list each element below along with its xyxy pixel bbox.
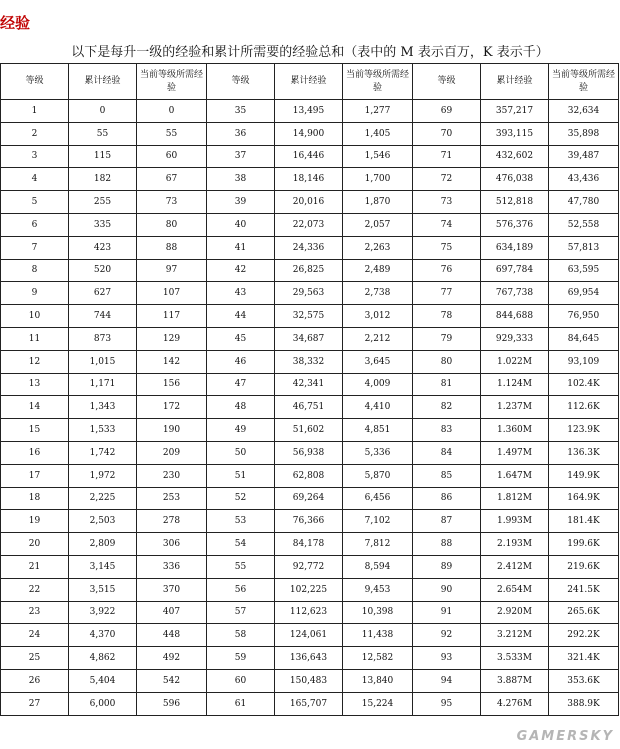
table-cell: 46: [207, 350, 275, 373]
table-cell: 91: [413, 601, 481, 624]
table-cell: 3,145: [69, 555, 137, 578]
table-row: [1, 168, 619, 191]
section-heading: 经验: [0, 14, 31, 32]
table-cell: 492: [137, 647, 207, 670]
table-cell: 73: [137, 191, 207, 214]
table-cell: 929,333: [481, 327, 549, 350]
table-cell: 97: [137, 259, 207, 282]
table-cell: 1: [1, 100, 69, 123]
table-cell: 12,582: [343, 647, 413, 670]
table-cell: 60: [137, 145, 207, 168]
table-cell: 10,398: [343, 601, 413, 624]
table-row: [1, 396, 619, 419]
table-cell: 767,738: [481, 282, 549, 305]
table-cell: 32,634: [549, 100, 619, 123]
table-cell: 596: [137, 692, 207, 715]
table-cell: 3,922: [69, 601, 137, 624]
table-cell: 24: [1, 624, 69, 647]
table-cell: 6,456: [343, 487, 413, 510]
column-header: 当前等级所需经验: [549, 64, 619, 100]
table-cell: 49: [207, 419, 275, 442]
table-cell: 1,972: [69, 464, 137, 487]
table-cell: 634,189: [481, 236, 549, 259]
column-header: 当前等级所需经验: [343, 64, 413, 100]
experience-table: [0, 63, 619, 716]
table-cell: 230: [137, 464, 207, 487]
table-row: [1, 282, 619, 305]
table-cell: 3,515: [69, 578, 137, 601]
table-cell: 47,780: [549, 191, 619, 214]
table-cell: 1.124M: [481, 373, 549, 396]
table-cell: 15: [1, 419, 69, 442]
table-cell: 0: [69, 100, 137, 123]
table-cell: 2.193M: [481, 533, 549, 556]
table-cell: 321.4K: [549, 647, 619, 670]
table-cell: 74: [413, 213, 481, 236]
table-cell: 90: [413, 578, 481, 601]
table-cell: 86: [413, 487, 481, 510]
table-cell: 5,870: [343, 464, 413, 487]
table-cell: 57: [207, 601, 275, 624]
table-row: [1, 647, 619, 670]
table-cell: 82: [413, 396, 481, 419]
table-row: [1, 213, 619, 236]
table-cell: 50: [207, 441, 275, 464]
table-cell: 22,073: [275, 213, 343, 236]
table-cell: 69,954: [549, 282, 619, 305]
table-cell: 181.4K: [549, 510, 619, 533]
table-cell: 87: [413, 510, 481, 533]
table-cell: 370: [137, 578, 207, 601]
table-cell: 2,057: [343, 213, 413, 236]
table-cell: 71: [413, 145, 481, 168]
table-cell: 627: [69, 282, 137, 305]
table-cell: 219.6K: [549, 555, 619, 578]
table-cell: 92: [413, 624, 481, 647]
table-cell: 199.6K: [549, 533, 619, 556]
table-cell: 149.9K: [549, 464, 619, 487]
table-cell: 112.6K: [549, 396, 619, 419]
table-cell: 102.4K: [549, 373, 619, 396]
table-cell: 3.887M: [481, 669, 549, 692]
table-cell: 123.9K: [549, 419, 619, 442]
table-cell: 35: [207, 100, 275, 123]
table-row: [1, 441, 619, 464]
table-row: [1, 191, 619, 214]
table-cell: 79: [413, 327, 481, 350]
table-cell: 265.6K: [549, 601, 619, 624]
table-cell: 20: [1, 533, 69, 556]
table-cell: 13,495: [275, 100, 343, 123]
table-cell: 115: [69, 145, 137, 168]
table-cell: 164.9K: [549, 487, 619, 510]
table-cell: 38: [207, 168, 275, 191]
table-cell: 7,812: [343, 533, 413, 556]
table-cell: 36: [207, 122, 275, 145]
table-cell: 172: [137, 396, 207, 419]
table-cell: 9,453: [343, 578, 413, 601]
table-cell: 77: [413, 282, 481, 305]
table-cell: 4,009: [343, 373, 413, 396]
table-cell: 353.6K: [549, 669, 619, 692]
table-cell: 129: [137, 327, 207, 350]
table-cell: 21: [1, 555, 69, 578]
table-cell: 190: [137, 419, 207, 442]
column-header: 累计经验: [275, 64, 343, 100]
table-cell: 5,336: [343, 441, 413, 464]
table-cell: 4,370: [69, 624, 137, 647]
table-cell: 15,224: [343, 692, 413, 715]
table-cell: 476,038: [481, 168, 549, 191]
table-cell: 76,950: [549, 305, 619, 328]
table-cell: 3.212M: [481, 624, 549, 647]
table-cell: 18: [1, 487, 69, 510]
table-cell: 83: [413, 419, 481, 442]
table-cell: 58: [207, 624, 275, 647]
table-cell: 182: [69, 168, 137, 191]
table-cell: 2.654M: [481, 578, 549, 601]
table-row: [1, 145, 619, 168]
table-cell: 14: [1, 396, 69, 419]
table-cell: 69: [413, 100, 481, 123]
column-header: 当前等级所需经验: [137, 64, 207, 100]
table-cell: 7: [1, 236, 69, 259]
table-cell: 52,558: [549, 213, 619, 236]
table-cell: 57,813: [549, 236, 619, 259]
table-cell: 12: [1, 350, 69, 373]
table-cell: 107: [137, 282, 207, 305]
table-cell: 85: [413, 464, 481, 487]
table-cell: 18,146: [275, 168, 343, 191]
table-row: [1, 350, 619, 373]
table-cell: 844,688: [481, 305, 549, 328]
table-cell: 1,742: [69, 441, 137, 464]
table-cell: 27: [1, 692, 69, 715]
table-cell: 2,263: [343, 236, 413, 259]
table-cell: 520: [69, 259, 137, 282]
table-cell: 2,212: [343, 327, 413, 350]
table-row: [1, 669, 619, 692]
table-cell: 2,489: [343, 259, 413, 282]
table-cell: 89: [413, 555, 481, 578]
table-cell: 512,818: [481, 191, 549, 214]
table-cell: 1.022M: [481, 350, 549, 373]
table-cell: 124,061: [275, 624, 343, 647]
table-cell: 72: [413, 168, 481, 191]
table-cell: 5,404: [69, 669, 137, 692]
table-cell: 1.993M: [481, 510, 549, 533]
table-cell: 2.412M: [481, 555, 549, 578]
column-header: 累计经验: [69, 64, 137, 100]
table-cell: 1,533: [69, 419, 137, 442]
table-row: [1, 100, 619, 123]
table-cell: 80: [137, 213, 207, 236]
table-cell: 4: [1, 168, 69, 191]
table-cell: 23: [1, 601, 69, 624]
table-row: [1, 533, 619, 556]
column-header: 等级: [207, 64, 275, 100]
table-cell: 4,862: [69, 647, 137, 670]
table-cell: 55: [69, 122, 137, 145]
table-cell: 63,595: [549, 259, 619, 282]
table-cell: 16: [1, 441, 69, 464]
table-cell: 432,602: [481, 145, 549, 168]
table-cell: 84,645: [549, 327, 619, 350]
table-cell: 84,178: [275, 533, 343, 556]
table-cell: 56,938: [275, 441, 343, 464]
table-cell: 76,366: [275, 510, 343, 533]
table-cell: 11,438: [343, 624, 413, 647]
table-cell: 80: [413, 350, 481, 373]
table-body: [1, 100, 619, 716]
table-cell: 9: [1, 282, 69, 305]
table-cell: 407: [137, 601, 207, 624]
table-cell: 8: [1, 259, 69, 282]
table-cell: 2,503: [69, 510, 137, 533]
table-row: [1, 259, 619, 282]
table-cell: 42: [207, 259, 275, 282]
table-cell: 4,851: [343, 419, 413, 442]
table-cell: 76: [413, 259, 481, 282]
table-row: [1, 419, 619, 442]
table-row: [1, 624, 619, 647]
table-cell: 35,898: [549, 122, 619, 145]
table-cell: 13,840: [343, 669, 413, 692]
table-cell: 55: [207, 555, 275, 578]
table-cell: 255: [69, 191, 137, 214]
table-cell: 5: [1, 191, 69, 214]
table-cell: 2: [1, 122, 69, 145]
table-row: [1, 122, 619, 145]
table-cell: 102,225: [275, 578, 343, 601]
table-cell: 44: [207, 305, 275, 328]
table-cell: 45: [207, 327, 275, 350]
table-cell: 16,446: [275, 145, 343, 168]
table-cell: 2,225: [69, 487, 137, 510]
table-cell: 1.237M: [481, 396, 549, 419]
table-cell: 112,623: [275, 601, 343, 624]
table-cell: 13: [1, 373, 69, 396]
table-row: [1, 578, 619, 601]
table-cell: 1.812M: [481, 487, 549, 510]
table-row: [1, 327, 619, 350]
table-cell: 136.3K: [549, 441, 619, 464]
table-cell: 56: [207, 578, 275, 601]
table-cell: 41: [207, 236, 275, 259]
table-row: [1, 510, 619, 533]
table-cell: 26: [1, 669, 69, 692]
table-cell: 278: [137, 510, 207, 533]
table-cell: 46,751: [275, 396, 343, 419]
table-cell: 873: [69, 327, 137, 350]
table-cell: 3,645: [343, 350, 413, 373]
table-cell: 1,700: [343, 168, 413, 191]
table-cell: 75: [413, 236, 481, 259]
table-row: [1, 601, 619, 624]
table-cell: 423: [69, 236, 137, 259]
table-cell: 70: [413, 122, 481, 145]
table-cell: 47: [207, 373, 275, 396]
table-cell: 93: [413, 647, 481, 670]
table-cell: 40: [207, 213, 275, 236]
table-cell: 59: [207, 647, 275, 670]
table-cell: 1,870: [343, 191, 413, 214]
table-cell: 20,016: [275, 191, 343, 214]
table-cell: 94: [413, 669, 481, 692]
table-cell: 62,808: [275, 464, 343, 487]
table-cell: 357,217: [481, 100, 549, 123]
table-cell: 32,575: [275, 305, 343, 328]
table-row: [1, 305, 619, 328]
table-cell: 67: [137, 168, 207, 191]
table-cell: 69,264: [275, 487, 343, 510]
table-cell: 165,707: [275, 692, 343, 715]
table-cell: 335: [69, 213, 137, 236]
gamersky-watermark: GAMERSKY: [516, 729, 614, 744]
table-cell: 2,809: [69, 533, 137, 556]
table-cell: 336: [137, 555, 207, 578]
table-cell: 22: [1, 578, 69, 601]
table-cell: 88: [137, 236, 207, 259]
table-cell: 156: [137, 373, 207, 396]
table-cell: 54: [207, 533, 275, 556]
table-cell: 34,687: [275, 327, 343, 350]
table-cell: 1,015: [69, 350, 137, 373]
table-cell: 39: [207, 191, 275, 214]
table-cell: 17: [1, 464, 69, 487]
table-cell: 6,000: [69, 692, 137, 715]
table-cell: 43,436: [549, 168, 619, 191]
table-cell: 2.920M: [481, 601, 549, 624]
table-cell: 209: [137, 441, 207, 464]
column-header: 累计经验: [481, 64, 549, 100]
table-cell: 25: [1, 647, 69, 670]
table-cell: 576,376: [481, 213, 549, 236]
table-cell: 393,115: [481, 122, 549, 145]
table-cell: 1.647M: [481, 464, 549, 487]
table-cell: 697,784: [481, 259, 549, 282]
table-cell: 150,483: [275, 669, 343, 692]
table-cell: 60: [207, 669, 275, 692]
table-cell: 448: [137, 624, 207, 647]
table-row: [1, 464, 619, 487]
table-cell: 37: [207, 145, 275, 168]
table-row: [1, 236, 619, 259]
table-header-row: [1, 64, 619, 100]
table-cell: 19: [1, 510, 69, 533]
table-cell: 1.360M: [481, 419, 549, 442]
table-cell: 2,738: [343, 282, 413, 305]
table-cell: 10: [1, 305, 69, 328]
table-cell: 136,643: [275, 647, 343, 670]
table-cell: 84: [413, 441, 481, 464]
table-cell: 95: [413, 692, 481, 715]
table-cell: 3.533M: [481, 647, 549, 670]
table-cell: 43: [207, 282, 275, 305]
table-row: [1, 487, 619, 510]
table-cell: 92,772: [275, 555, 343, 578]
table-cell: 39,487: [549, 145, 619, 168]
table-cell: 81: [413, 373, 481, 396]
table-cell: 292.2K: [549, 624, 619, 647]
table-cell: 78: [413, 305, 481, 328]
table-row: [1, 555, 619, 578]
table-cell: 744: [69, 305, 137, 328]
table-caption: 以下是每升一级的经验和累计所需要的经验总和（表中的 M 表示百万，K 表示千）: [71, 45, 549, 60]
table-cell: 1,277: [343, 100, 413, 123]
table-cell: 0: [137, 100, 207, 123]
table-cell: 38,332: [275, 350, 343, 373]
table-cell: 53: [207, 510, 275, 533]
table-cell: 26,825: [275, 259, 343, 282]
table-cell: 52: [207, 487, 275, 510]
column-header: 等级: [1, 64, 69, 100]
table-cell: 3: [1, 145, 69, 168]
table-cell: 4.276M: [481, 692, 549, 715]
table-cell: 8,594: [343, 555, 413, 578]
table-cell: 542: [137, 669, 207, 692]
table-cell: 1,343: [69, 396, 137, 419]
table-cell: 142: [137, 350, 207, 373]
table-row: [1, 373, 619, 396]
table-cell: 6: [1, 213, 69, 236]
table-cell: 1,171: [69, 373, 137, 396]
table-cell: 3,012: [343, 305, 413, 328]
table-cell: 1.497M: [481, 441, 549, 464]
table-cell: 51,602: [275, 419, 343, 442]
table-cell: 11: [1, 327, 69, 350]
table-cell: 7,102: [343, 510, 413, 533]
table-cell: 51: [207, 464, 275, 487]
table-cell: 73: [413, 191, 481, 214]
table-cell: 253: [137, 487, 207, 510]
table-cell: 117: [137, 305, 207, 328]
table-cell: 306: [137, 533, 207, 556]
table-cell: 24,336: [275, 236, 343, 259]
table-cell: 388.9K: [549, 692, 619, 715]
table-cell: 241.5K: [549, 578, 619, 601]
table-cell: 14,900: [275, 122, 343, 145]
table-cell: 61: [207, 692, 275, 715]
table-cell: 55: [137, 122, 207, 145]
column-header: 等级: [413, 64, 481, 100]
table-cell: 42,341: [275, 373, 343, 396]
table-cell: 1,405: [343, 122, 413, 145]
table-cell: 88: [413, 533, 481, 556]
table-row: [1, 692, 619, 715]
table-cell: 4,410: [343, 396, 413, 419]
table-cell: 1,546: [343, 145, 413, 168]
table-cell: 29,563: [275, 282, 343, 305]
table-cell: 93,109: [549, 350, 619, 373]
table-cell: 48: [207, 396, 275, 419]
